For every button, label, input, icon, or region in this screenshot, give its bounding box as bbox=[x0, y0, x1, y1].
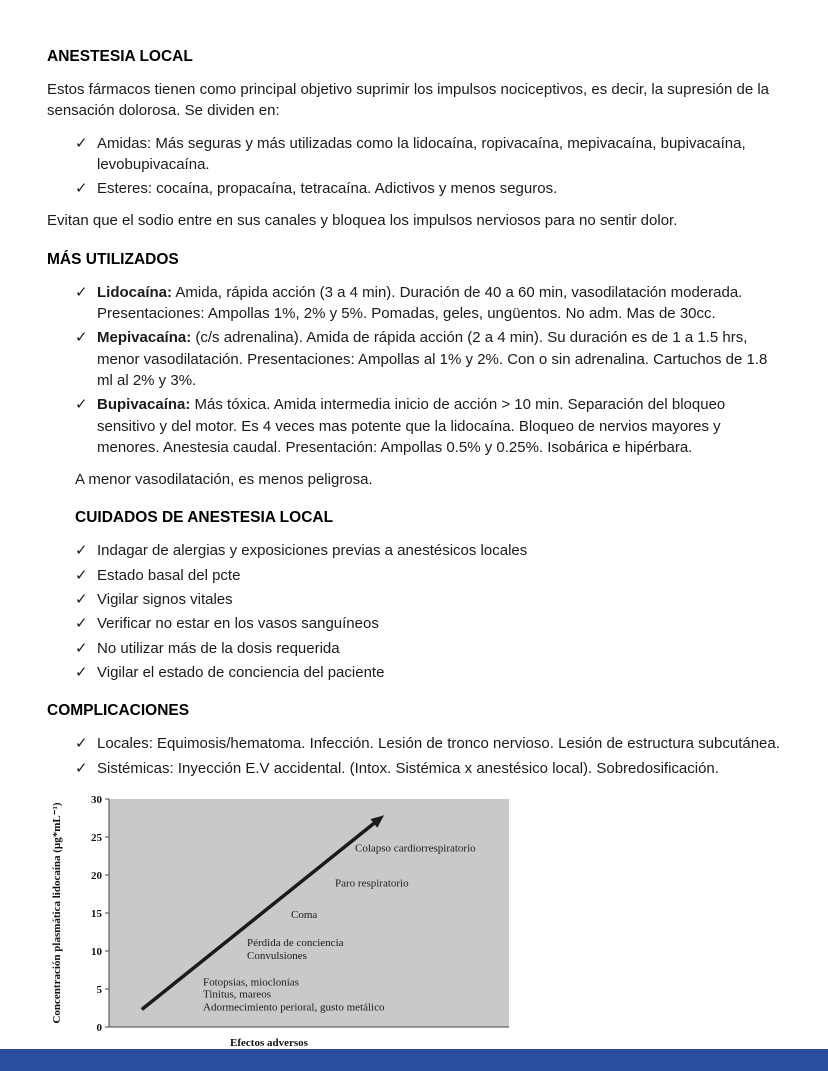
list-item-text: Estado basal del pcte bbox=[97, 566, 241, 584]
svg-text:Coma: Coma bbox=[291, 908, 318, 921]
list-item-text: Esteres: cocaína, propacaína, tetracaína. Adictivos y menos seguros. bbox=[97, 180, 558, 198]
drug-item-text bbox=[97, 282, 781, 325]
list-item bbox=[75, 662, 781, 683]
cuidados-list bbox=[47, 540, 781, 683]
list-item-text: Vigilar signos vitales bbox=[97, 591, 233, 609]
list-item bbox=[75, 178, 781, 199]
list-item bbox=[75, 589, 781, 610]
list-item-text: Amidas: Más seguras y más utilizadas como la lidocaína, ropivacaína, mepivacaína, bupivacaína, levobupivacaína. bbox=[97, 134, 746, 173]
svg-text:10: 10 bbox=[91, 945, 102, 958]
check-icon: ✓ bbox=[75, 329, 88, 347]
mechanism-paragraph: Evitan que el sodio entre en sus canales y bloquea los impulsos nerviosos para no sentir dolor. bbox=[47, 212, 678, 230]
svg-text:Paro respiratorio: Paro respiratorio bbox=[335, 877, 409, 890]
check-icon: ✓ bbox=[75, 663, 88, 681]
drug-item-text bbox=[97, 394, 781, 458]
division-list bbox=[47, 133, 781, 200]
vasodilatacion-note: A menor vasodilatación, es menos peligrosa. bbox=[75, 471, 373, 489]
svg-text:Concentración plasmática lidoc: Concentración plasmática lidocaína (µg*mL⁻¹) bbox=[51, 802, 63, 1024]
drug-name: Lidocaína: bbox=[97, 283, 173, 301]
svg-text:Pérdida de conciencia: Pérdida de conciencia bbox=[247, 936, 344, 949]
heading-complicaciones: COMPLICACIONES bbox=[47, 702, 190, 720]
drug-description: Más tóxica. Amida intermedia inicio de acción > 10 min. Separación del bloqueo sensitivo y del motor. Es 4 veces mas potente que la lidocaína. Bloqueo de nervios mayores y menores. Anestesia caudal. Presentación: Ampollas 0.5% y 0.25%. Isobárica e hipérbara. bbox=[97, 396, 726, 456]
intro-paragraph: Estos fármacos tienen como principal objetivo suprimir los impulsos nociceptivos, es decir, la supresión de la sensación dolorosa. Se dividen en: bbox=[47, 81, 769, 120]
svg-text:Adormecimiento perioral, gusto: Adormecimiento perioral, gusto metálico bbox=[203, 1001, 385, 1014]
list-item bbox=[75, 327, 781, 391]
drug-name: Mepivacaína: bbox=[97, 329, 192, 347]
svg-text:Fotopsias, mioclonías: Fotopsias, mioclonías bbox=[203, 976, 299, 989]
check-icon: ✓ bbox=[75, 735, 88, 753]
heading-cuidados: CUIDADOS DE ANESTESIA LOCAL bbox=[75, 509, 334, 527]
list-item-text: No utilizar más de la dosis requerida bbox=[97, 639, 340, 657]
check-icon: ✓ bbox=[75, 542, 88, 560]
heading-anestesia-local: ANESTESIA LOCAL bbox=[47, 48, 193, 65]
svg-text:5: 5 bbox=[96, 983, 102, 996]
svg-text:15: 15 bbox=[91, 907, 102, 920]
check-icon: ✓ bbox=[75, 615, 88, 633]
list-item bbox=[75, 613, 781, 634]
check-icon: ✓ bbox=[75, 591, 88, 609]
svg-text:Convulsiones: Convulsiones bbox=[247, 949, 307, 962]
list-item bbox=[75, 638, 781, 659]
drug-description: (c/s adrenalina). Amida de rápida acción (2 a 4 min). Su duración es de 1 a 1.5 hrs, menor vasodilatación. Presentaciones: Ampollas al 1% y 2%. Con o sin adrenalina. Cartuchos de 1.8 ml al 2% y 3%. bbox=[97, 329, 768, 389]
list-item-text: Locales: Equimosis/hematoma. Infección. Lesión de tronco nervioso. Lesión de estructura subcutánea. bbox=[97, 735, 780, 753]
list-item-text: Vigilar el estado de conciencia del paciente bbox=[97, 663, 385, 681]
check-icon: ✓ bbox=[75, 180, 88, 198]
chart-canvas bbox=[47, 793, 517, 1051]
check-icon: ✓ bbox=[75, 283, 88, 301]
heading-mas-utilizados: MÁS UTILIZADOS bbox=[47, 250, 179, 268]
check-icon: ✓ bbox=[75, 639, 88, 657]
check-icon: ✓ bbox=[75, 759, 88, 777]
svg-text:Efectos adversos: Efectos adversos bbox=[230, 1036, 308, 1049]
svg-text:Tinitus, mareos: Tinitus, mareos bbox=[203, 988, 272, 1001]
drug-description: Amida, rápida acción (3 a 4 min). Duración de 40 a 60 min, vasodilatación moderada. Presentaciones: Ampollas 1%, 2% y 5%. Pomadas, geles, ungüentos. No adm. Mas de 30cc. bbox=[97, 283, 743, 323]
drug-list bbox=[47, 282, 781, 458]
list-item-text: Sistémicas: Inyección E.V accidental. (Intox. Sistémica x anestésico local). Sobredosificación. bbox=[97, 759, 719, 777]
check-icon: ✓ bbox=[75, 566, 88, 584]
footer-bar bbox=[0, 1049, 828, 1071]
list-item bbox=[75, 282, 781, 325]
list-item bbox=[75, 540, 781, 561]
check-icon: ✓ bbox=[75, 134, 88, 152]
list-item-text: Verificar no estar en los vasos sanguíneos bbox=[97, 615, 379, 633]
adverse-effects-chart bbox=[47, 793, 781, 1051]
svg-text:20: 20 bbox=[91, 869, 102, 882]
list-item bbox=[75, 394, 781, 458]
list-item bbox=[75, 565, 781, 586]
svg-text:30: 30 bbox=[91, 793, 102, 806]
list-item-text: Indagar de alergias y exposiciones previas a anestésicos locales bbox=[97, 542, 528, 560]
svg-text:Colapso cardiorrespiratorio: Colapso cardiorrespiratorio bbox=[355, 842, 476, 855]
list-item bbox=[75, 133, 781, 176]
complicaciones-list bbox=[47, 733, 781, 779]
drug-item-text bbox=[97, 327, 781, 391]
check-icon: ✓ bbox=[75, 396, 88, 414]
list-item bbox=[75, 758, 781, 779]
svg-text:25: 25 bbox=[91, 831, 102, 844]
svg-text:0: 0 bbox=[96, 1021, 102, 1034]
drug-name: Bupivacaína: bbox=[97, 396, 191, 414]
list-item bbox=[75, 733, 781, 754]
